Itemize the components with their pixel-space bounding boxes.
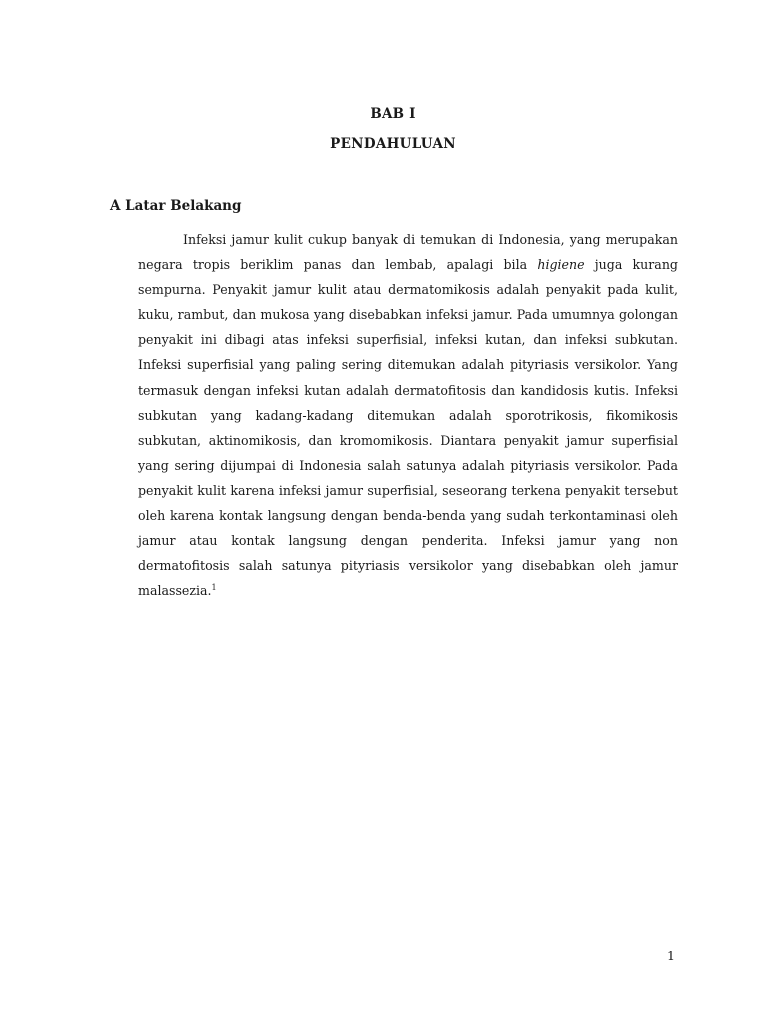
paragraph-text-part2: juga kurang sempurna. Penyakit jamur kulit atau dermatomikosis adalah penyakit pada kulit, kuku, rambut, dan mukosa yang disebabkan infeksi jamur. Pada umumnya golongan penyakit ini dibagi atas infeksi superfisial, infeksi kutan, dan infeksi subkutan. Infeksi superfisial yang paling sering ditemukan adalah pityriasis versikolor. Yang termasuk dengan infeksi kutan adalah dermatofitosis dan kandidosis kutis. Infeksi subkutan yang kadang-kadang ditemukan adalah sporotrikosis, fikomikosis subkutan, aktinomikosis, dan kromomikosis. Diantara penyakit jamur superfisial yang sering dijumpai di Indonesia salah satunya adalah pityriasis versikolor. Pada penyakit kulit karena infeksi jamur superfisial, seseorang terkena penyakit tersebut oleh karena kontak langsung dengan benda-benda yang sudah terkontaminasi oleh jamur atau kontak langsung dengan penderita. Infeksi jamur yang non dermatofitosis salah satunya pityriasis versikolor yang disebabkan oleh jamur malassezia. xyxy=(138,257,678,599)
chapter-title: PENDAHULUAN xyxy=(330,136,456,152)
footnote-reference: 1 xyxy=(211,583,217,593)
chapter-number: BAB I xyxy=(370,106,416,122)
italic-term: higiene xyxy=(537,257,585,273)
section-heading: A Latar Belakang xyxy=(110,198,242,214)
page-number: 1 xyxy=(667,948,675,963)
body-paragraph xyxy=(138,227,678,603)
paragraph-text-part1: Infeksi jamur kulit cukup banyak di temukan di Indonesia, yang merupakan negara tropis beriklim panas dan lembab, apalagi bila xyxy=(138,232,678,273)
